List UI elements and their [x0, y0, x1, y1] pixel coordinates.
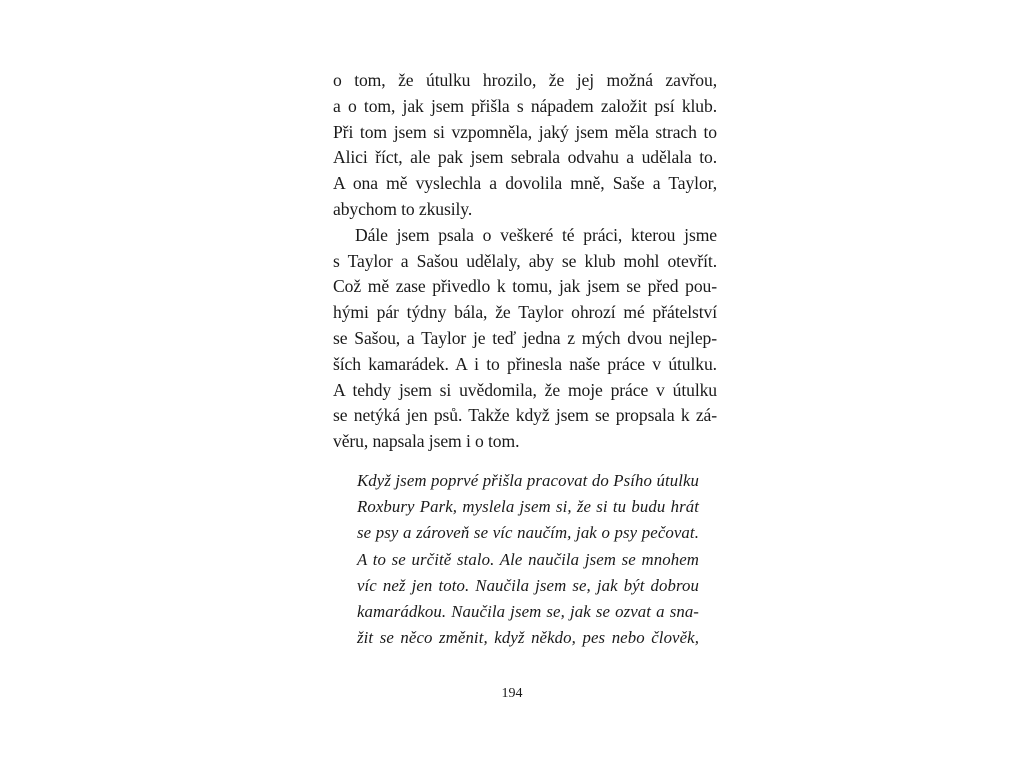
text-line: věru, napsala jsem i o tom. [333, 431, 520, 452]
quote-line: se psy a zároveň se víc naučím, jak o psy pečovat. [357, 523, 699, 543]
text-line: o tom, že útulku hrozilo, že jej možná zavřou, [333, 70, 717, 90]
page-number: 194 [501, 686, 523, 701]
italic-quote-block [357, 468, 699, 651]
text-line: a o tom, jak jsem přišla s nápadem založit psí klub. [333, 95, 717, 116]
text-line: Při tom jsem si vzpomněla, jaký jsem měla strach to [333, 121, 717, 142]
text-line: ších kamarádek. A i to přinesla naše práce v útulku. [333, 353, 717, 374]
quote-line: víc než jen toto. Naučila jsem se, jak být dobrou [357, 575, 699, 595]
text-line: s Taylor a Sašou udělaly, aby se klub mohl otevřít. [333, 250, 717, 271]
text-line: A tehdy jsem si uvědomila, že moje práce v útulku [333, 379, 717, 400]
quote-line: žit se něco změnit, když někdo, pes nebo člověk, [357, 628, 699, 648]
body-text [333, 68, 717, 455]
text-line: hými pár týdny bála, že Taylor ohrozí mé přátelství [333, 302, 717, 323]
text-line: abychom to zkusily. [333, 198, 473, 219]
quote-line: Když jsem poprvé přišla pracovat do Psího útulku [357, 471, 699, 490]
text-line: se Sašou, a Taylor je teď jedna z mých dvou nejlep- [333, 327, 717, 348]
quote-line: A to se určitě stalo. Ale naučila jsem se mnohem [357, 549, 699, 569]
quote-line: Roxbury Park, myslela jsem si, že si tu budu hrát [357, 497, 699, 517]
text-line: Což mě zase přivedlo k tomu, jak jsem se před pou- [333, 276, 717, 297]
text-line: se netýká jen psů. Takže když jsem se propsala k zá- [333, 405, 717, 426]
text-line: A ona mě vyslechla a dovolila mně, Saše a Taylor, [333, 173, 717, 194]
text-line: Dále jsem psala o veškeré té práci, kterou jsme [355, 224, 717, 245]
quote-line: kamarádkou. Naučila jsem se, jak se ozvat a sna- [357, 601, 699, 621]
text-line: Alici říct, ale pak jsem sebrala odvahu a udělala to. [333, 147, 717, 168]
